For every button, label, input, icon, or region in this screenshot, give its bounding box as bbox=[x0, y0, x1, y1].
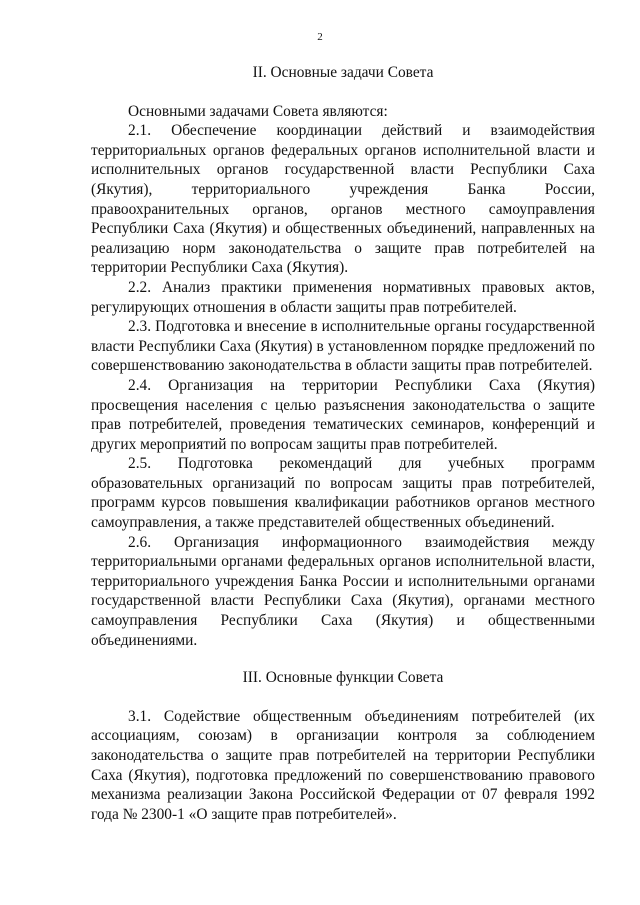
section-2-heading: II. Основные задачи Совета bbox=[252, 64, 434, 81]
clause-3-1: 3.1. Содействие общественным объединениям потребителей (их ассоциациям, союзам) в организации контроля за соблюдением законодательства о защите прав потребителей на территории Республики Саха (Якутия), подготовка предложений по совершенствованию правового механизма реализации Закона Российской Федерации от 07 февраля 1992 года № 2300-1 «О защите прав потребителей». bbox=[91, 707, 595, 823]
clause-2-6: 2.6. Организация информационного взаимодействия между территориальными органами федеральных органов исполнительной власти, территориального учреждения Банка России и исполнительными органами государственной власти Республики Саха (Якутия), органами местного самоуправления Республики Саха (Якутия) и общественными объединениями. bbox=[91, 533, 595, 649]
clause-2-4: 2.4. Организация на территории Республики Саха (Якутия) просвещения населения с целью разъяснения законодательства о защите прав потребителей, проведения тематических семинаров, конференций и других мероприятий по вопросам защиты прав потребителей. bbox=[91, 376, 595, 453]
document-body bbox=[91, 63, 595, 824]
page-number: 2 bbox=[317, 31, 323, 43]
clause-2-1: 2.1. Обеспечение координации действий и взаимодействия территориальных органов федеральных органов исполнительной власти и исполнительных органов государственной власти Республики Саха (Якутия), территориального учреждения Банка России, правоохранительных органов, органов местного самоуправления Республики Саха (Якутия) и общественных объединений, направленных на реализацию норм законодательства о защите прав потребителей на территории Республики Саха (Якутия). bbox=[91, 122, 595, 277]
clause-2-2: 2.2. Анализ практики применения нормативных правовых актов, регулирующих отношения в области защиты прав потребителей. bbox=[91, 278, 595, 316]
clause-2-3: 2.3. Подготовка и внесение в исполнительные органы государственной власти Республики Саха (Якутия) в установленном порядке предложений по совершенствованию законодательства в области защиты прав потребителей. bbox=[91, 318, 595, 375]
clause-2-5: 2.5. Подготовка рекомендаций для учебных программ образовательных организаций по вопросам защиты прав потребителей, программ курсов повышения квалификации работников органов местного самоуправления, а также представителей общественных объединений. bbox=[91, 455, 595, 532]
section-3-heading: III. Основные функции Совета bbox=[242, 669, 444, 687]
section-2-intro: Основными задачами Совета являются: bbox=[128, 102, 388, 120]
